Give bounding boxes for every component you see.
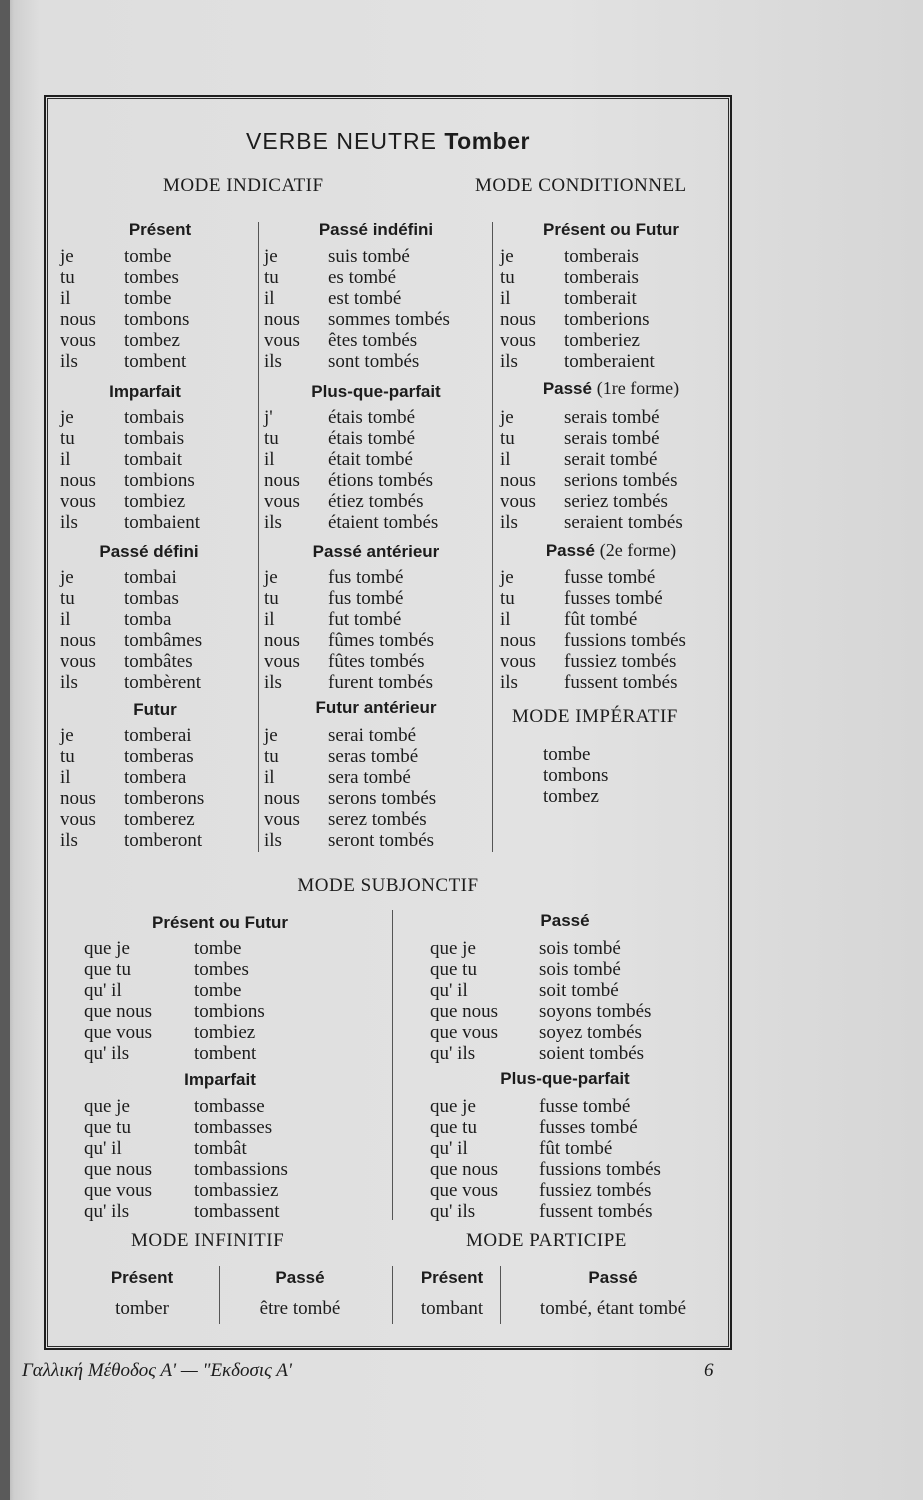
pronoun: ils [264, 512, 282, 533]
verb-form: tombent [194, 1043, 257, 1064]
pronoun: vous [60, 651, 96, 672]
verb-form: tombaient [124, 512, 200, 533]
mode-participe: MODE PARTICIPE [466, 1230, 627, 1251]
verb-form: tombassiez [194, 1180, 279, 1201]
column-divider [392, 1266, 393, 1324]
verb-form: était tombé [328, 449, 413, 470]
verb-form: fusses tombé [539, 1117, 638, 1138]
pronoun: tu [500, 588, 515, 609]
tense-label-passe-indefini: Passé indéfini [318, 220, 434, 239]
verb-form: est tombé [328, 288, 402, 309]
verb-form: fusses tombé [564, 588, 663, 609]
tense-label-cond-passe1 [498, 378, 724, 399]
verb-form: fûtes tombés [328, 651, 425, 672]
pronoun: que je [84, 938, 130, 959]
verb-form: serions tombés [564, 470, 678, 491]
pronoun: ils [264, 830, 282, 851]
verb-form: fussent tombés [539, 1201, 653, 1222]
verb-form: tombe [194, 938, 242, 959]
verb-form: seriez tombés [564, 491, 668, 512]
imperatif-list [543, 744, 608, 807]
verb-form: seront tombés [328, 830, 435, 851]
pronoun: que je [84, 1096, 130, 1117]
pronoun: ils [264, 672, 282, 693]
verb-form: sois tombé [539, 938, 621, 959]
verb-form: étais tombé [328, 407, 416, 428]
pronoun: vous [60, 330, 96, 351]
verb-form: tombera [124, 767, 187, 788]
tense-label-futur-anterieur: Futur antérieur [315, 698, 437, 717]
cond-passe1-suffix: (1re forme) [596, 378, 680, 398]
pronoun: il [264, 609, 275, 630]
verb-form: fussent tombés [564, 672, 678, 693]
verb-form: tomberions [564, 309, 650, 330]
pronoun: qu' ils [430, 1201, 476, 1222]
pronoun: vous [60, 809, 96, 830]
pronoun: nous [500, 309, 536, 330]
tense-label-subj-passe: Passé [540, 911, 590, 930]
tense-label-passe-defini: Passé défini [99, 542, 199, 561]
verb-form: tombâtes [124, 651, 193, 672]
verb-form: soyez tombés [539, 1022, 642, 1043]
pronoun: je [60, 407, 74, 428]
verb-form: tombai [124, 567, 177, 588]
verb-form: tomberais [564, 246, 639, 267]
mode-imperatif: MODE IMPÉRATIF [512, 706, 678, 727]
pronoun: tu [500, 267, 515, 288]
verb-form: fusse tombé [539, 1096, 631, 1117]
pronoun: que vous [430, 1180, 499, 1201]
pronoun: il [500, 288, 511, 309]
column-divider [500, 1266, 501, 1324]
pronoun: que tu [430, 959, 477, 980]
pronoun: ils [60, 830, 78, 851]
column-divider [258, 222, 259, 852]
participe-present-label: Présent [420, 1268, 484, 1287]
verb-form: tombâmes [124, 630, 203, 651]
tense-label-subj-plus-que-parfait: Plus-que-parfait [500, 1069, 630, 1088]
pronoun: ils [60, 672, 78, 693]
mode-subjonctif: MODE SUBJONCTIF [297, 875, 479, 896]
tense-label-subj-imparfait: Imparfait [184, 1070, 256, 1089]
pronoun: il [60, 288, 71, 309]
pronoun: que vous [84, 1180, 153, 1201]
verb-form: fûmes tombés [328, 630, 435, 651]
verb-form: tombe [124, 246, 172, 267]
verb-form: fus tombé [328, 588, 404, 609]
verb-form: fussiez tombés [539, 1180, 652, 1201]
verb-form: tombas [124, 588, 179, 609]
pronoun: ils [60, 351, 78, 372]
pronoun: nous [60, 788, 96, 809]
infinitif-passe-value: être tombé [259, 1298, 341, 1319]
pronoun: ils [500, 512, 518, 533]
pronoun: tu [60, 746, 75, 767]
infinitif-passe-label: Passé [275, 1268, 325, 1287]
pronoun: nous [264, 309, 300, 330]
verb-form: serez tombés [328, 809, 427, 830]
pronoun: que nous [430, 1159, 499, 1180]
verb-form: tombe [194, 980, 242, 1001]
pronoun: que je [430, 1096, 476, 1117]
pronoun: qu' il [84, 980, 122, 1001]
pronoun: il [60, 609, 71, 630]
pronoun: vous [500, 651, 536, 672]
pronoun: je [60, 725, 74, 746]
pronoun: il [264, 767, 275, 788]
verb-form: seraient tombés [564, 512, 683, 533]
mode-infinitif: MODE INFINITIF [131, 1230, 285, 1251]
pronoun: il [264, 288, 275, 309]
pronoun: ils [500, 351, 518, 372]
verb-form: tombent [124, 351, 187, 372]
verb-form: serai tombé [328, 725, 417, 746]
verb-form: seras tombé [328, 746, 419, 767]
verb-form: furent tombés [328, 672, 434, 693]
title-verb: Tomber [444, 128, 530, 154]
pronoun: ils [264, 351, 282, 372]
pronoun: je [60, 567, 74, 588]
pronoun: j' [264, 407, 273, 428]
tense-label-imparfait: Imparfait [109, 382, 181, 401]
pronoun: qu' ils [84, 1043, 130, 1064]
pronoun: que nous [84, 1001, 153, 1022]
pronoun: tu [60, 267, 75, 288]
imperative-form: tombe [543, 744, 591, 765]
tense-label-cond-passe2 [498, 540, 724, 561]
pronoun: il [264, 449, 275, 470]
page-number: 6 [704, 1360, 714, 1381]
verb-form: tombiez [124, 491, 186, 512]
verb-form: tomberiez [564, 330, 640, 351]
pronoun: nous [264, 630, 300, 651]
pronoun: je [264, 567, 278, 588]
pronoun: ils [60, 512, 78, 533]
pronoun: ils [500, 672, 518, 693]
verb-form: tomberais [564, 267, 639, 288]
verb-form: tomberas [124, 746, 194, 767]
verb-form: étions tombés [328, 470, 434, 491]
pronoun: il [500, 449, 511, 470]
tense-label-cond-present: Présent ou Futur [542, 220, 679, 239]
pronoun: qu' ils [84, 1201, 130, 1222]
verb-form: tombât [194, 1138, 247, 1159]
pronoun: nous [60, 630, 96, 651]
verb-form: soient tombés [539, 1043, 645, 1064]
cond-passe2-suffix: (2e forme) [599, 540, 677, 560]
verb-form: soit tombé [539, 980, 619, 1001]
pronoun: qu' il [430, 1138, 468, 1159]
pronoun: nous [264, 470, 300, 491]
pronoun: nous [264, 788, 300, 809]
verb-form: étais tombé [328, 428, 416, 449]
pronoun: que tu [430, 1117, 477, 1138]
verb-form: sont tombés [328, 351, 420, 372]
participe-passe-value: tombé, étant tombé [539, 1298, 687, 1319]
verb-form: tombe [124, 288, 172, 309]
pronoun: vous [500, 491, 536, 512]
verb-form: étaient tombés [328, 512, 439, 533]
verb-form: soyons tombés [539, 1001, 652, 1022]
verb-form: fussions tombés [539, 1159, 661, 1180]
verb-form: fût tombé [539, 1138, 613, 1159]
pronoun: tu [264, 428, 279, 449]
verb-form: fus tombé [328, 567, 404, 588]
pronoun: qu' ils [430, 1043, 476, 1064]
verb-form: tomberez [124, 809, 195, 830]
verb-form: tombiez [194, 1022, 256, 1043]
pronoun: tu [264, 746, 279, 767]
verb-form: tombons [124, 309, 190, 330]
title-prefix: VERBE NEUTRE [246, 128, 437, 154]
verb-form: êtes tombés [328, 330, 418, 351]
pronoun: je [60, 246, 74, 267]
footer-book-title: Γαλλική Μέθοδος Α' — "Εκδοσις Α' [22, 1360, 292, 1381]
tense-label-futur: Futur [133, 700, 177, 719]
pronoun: nous [500, 630, 536, 651]
verb-form: sera tombé [328, 767, 411, 788]
verb-form: sois tombé [539, 959, 621, 980]
participe-present-value: tombant [420, 1298, 484, 1319]
pronoun: que vous [430, 1022, 499, 1043]
verb-form: tomberait [564, 288, 637, 309]
pronoun: je [264, 725, 278, 746]
pronoun: que nous [84, 1159, 153, 1180]
cond-passe1-label: Passé [542, 379, 592, 398]
verb-form: serais tombé [564, 407, 660, 428]
verb-form: fût tombé [564, 609, 638, 630]
pronoun: il [500, 609, 511, 630]
verb-form: suis tombé [328, 246, 410, 267]
imperative-form: tombez [543, 786, 599, 807]
verb-form: tomba [124, 609, 172, 630]
pronoun: je [264, 246, 278, 267]
verb-form: tomberons [124, 788, 205, 809]
verb-form: fut tombé [328, 609, 402, 630]
pronoun: vous [264, 809, 300, 830]
pronoun: tu [264, 267, 279, 288]
pronoun: nous [500, 470, 536, 491]
pronoun: il [60, 767, 71, 788]
pronoun: il [60, 449, 71, 470]
pronoun: vous [264, 491, 300, 512]
verb-form: tombasse [194, 1096, 265, 1117]
verb-form: es tombé [328, 267, 397, 288]
verb-form: serait tombé [564, 449, 658, 470]
column-divider [492, 222, 493, 852]
verb-form: tombais [124, 407, 185, 428]
infinitif-present-label: Présent [110, 1268, 174, 1287]
verb-form: tombait [124, 449, 183, 470]
pronoun: je [500, 407, 514, 428]
verb-form: tombèrent [124, 672, 202, 693]
pronoun: que tu [84, 1117, 131, 1138]
verb-form: tombes [124, 267, 179, 288]
mode-conditionnel: MODE CONDITIONNEL [475, 175, 687, 196]
verb-form: tombassent [194, 1201, 280, 1222]
verb-form: étiez tombés [328, 491, 424, 512]
verb-form: tomberaient [564, 351, 655, 372]
pronoun: que tu [84, 959, 131, 980]
pronoun: vous [60, 491, 96, 512]
infinitif-present-value: tomber [115, 1298, 169, 1319]
pronoun: que je [430, 938, 476, 959]
pronoun: que nous [430, 1001, 499, 1022]
binding-edge [0, 0, 10, 1500]
verb-form: fussiez tombés [564, 651, 677, 672]
verb-form: tombez [124, 330, 180, 351]
tense-label-plus-que-parfait: Plus-que-parfait [311, 382, 441, 401]
verb-form: tombais [124, 428, 185, 449]
verb-form: tomberont [124, 830, 203, 851]
pronoun: tu [264, 588, 279, 609]
verb-form: sommes tombés [328, 309, 450, 330]
pronoun: vous [264, 330, 300, 351]
verb-form: fusse tombé [564, 567, 656, 588]
verb-form: tombions [194, 1001, 265, 1022]
tense-label-passe-anterieur: Passé antérieur [312, 542, 440, 561]
pronoun: vous [500, 330, 536, 351]
cond-passe2-label: Passé [545, 541, 595, 560]
verb-form: tombions [124, 470, 195, 491]
column-divider [219, 1266, 220, 1324]
verb-form: tombasses [194, 1117, 273, 1138]
verb-form: tomberai [124, 725, 192, 746]
participe-passe-label: Passé [588, 1268, 638, 1287]
pronoun: je [500, 246, 514, 267]
tense-label-subj-present: Présent ou Futur [151, 913, 288, 932]
pronoun: qu' il [84, 1138, 122, 1159]
pronoun: qu' il [430, 980, 468, 1001]
pronoun: nous [60, 309, 96, 330]
pronoun: tu [60, 588, 75, 609]
pronoun: nous [60, 470, 96, 491]
pronoun: tu [500, 428, 515, 449]
verb-form: serons tombés [328, 788, 437, 809]
pronoun: que vous [84, 1022, 153, 1043]
mode-indicatif: MODE INDICATIF [163, 175, 324, 196]
column-divider [392, 910, 393, 1220]
verb-form: tombes [194, 959, 249, 980]
verb-form: fussions tombés [564, 630, 686, 651]
verb-form: serais tombé [564, 428, 660, 449]
verb-form: tombassions [194, 1159, 288, 1180]
pronoun: tu [60, 428, 75, 449]
pronoun: vous [264, 651, 300, 672]
tense-label-present: Présent [128, 220, 192, 239]
pronoun: je [500, 567, 514, 588]
page-title [44, 128, 732, 155]
imperative-form: tombons [543, 765, 609, 786]
